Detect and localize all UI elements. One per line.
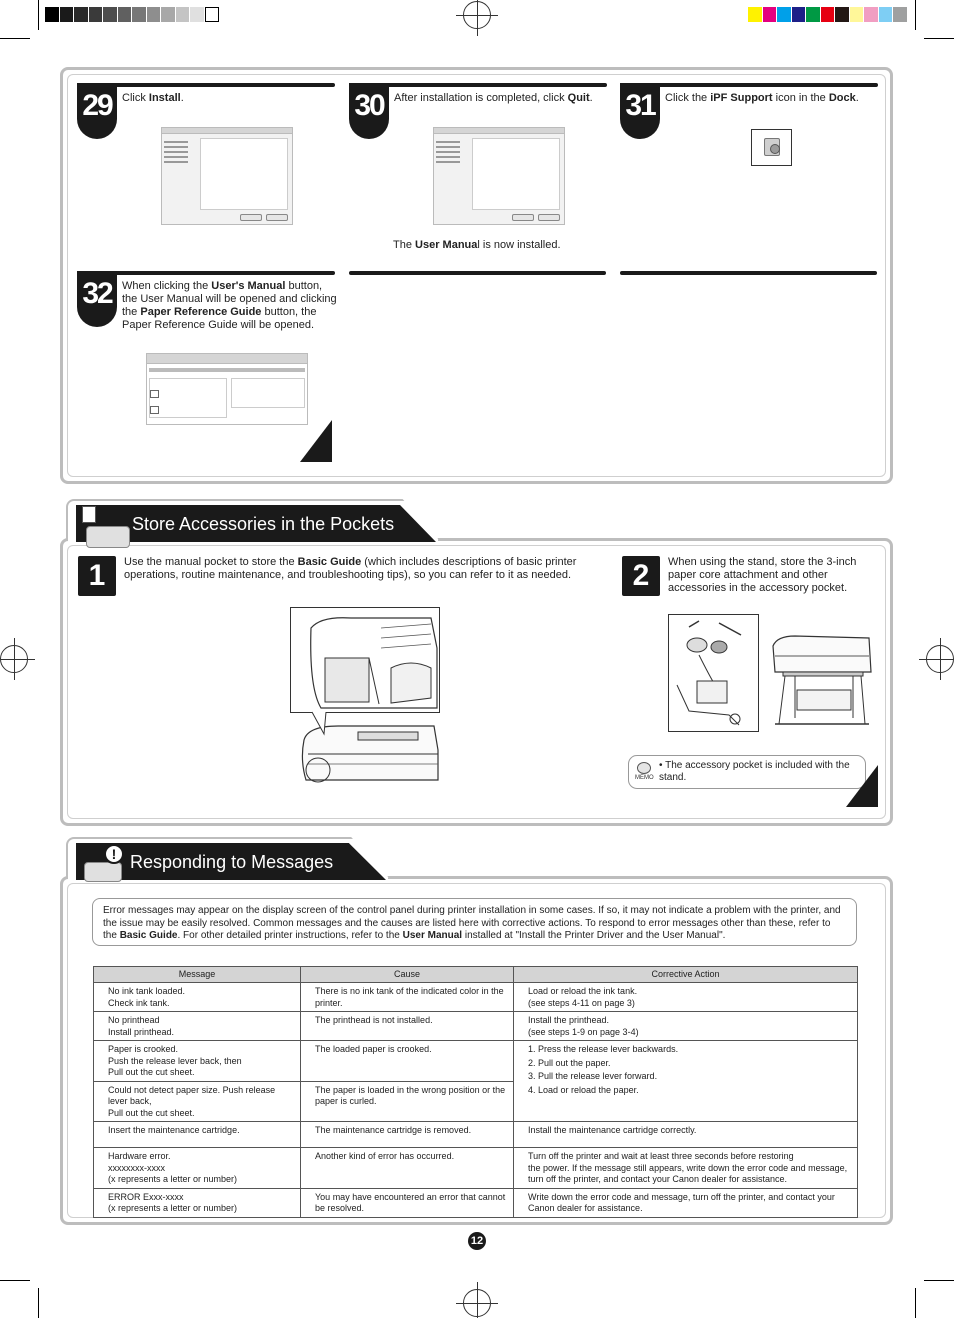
printer-on-stand-illustration (765, 632, 873, 732)
color-swatch (864, 7, 879, 22)
section-title: Responding to Messages (130, 852, 334, 872)
message-cell: Paper is crooked. Push the release lever back, then Pull out the cut sheet. (94, 1041, 301, 1082)
memo-text: • The accessory pocket is included with the stand. (659, 760, 850, 783)
table-row (94, 1188, 858, 1217)
crop-mark (38, 0, 39, 30)
installer-screenshot (161, 127, 293, 225)
ipf-support-dock-icon[interactable] (751, 129, 792, 166)
crop-mark (0, 1280, 30, 1281)
printer-stand-icon (765, 632, 873, 732)
header-action: Corrective Action (514, 967, 858, 983)
color-swatch (777, 7, 792, 22)
message-cell: Could not detect paper size. Push release lever back, Pull out the cut sheet. (94, 1081, 301, 1122)
printer-icon (86, 526, 130, 548)
page-number: 12 (468, 1232, 486, 1250)
step-instruction: After installation is completed, click Quit. (394, 92, 593, 104)
accessories-icon (669, 615, 758, 731)
header-cause: Cause (301, 967, 514, 983)
messages-intro: Error messages may appear on the display screen of the control panel during printer installation in some cases. If so, it may not indicate a problem with the printer, and the issue may be easily resolved. Common messages and the causes are listed here with corrective actions. To respond to error messages other than these, refer to the Basic Guide. For other detailed printer instructions, refer to the User Manual installed at "Install the Printer Driver and the User Manual". (92, 898, 857, 946)
color-swatch (205, 7, 220, 22)
color-swatch (103, 7, 118, 22)
list-item: 2. Pull out the paper. (528, 1057, 611, 1068)
cause-cell: The paper is loaded in the wrong position or the paper is curled. (301, 1081, 514, 1122)
paper-action-list (528, 1044, 851, 1096)
cause-cell: There is no ink tank of the indicated color in the printer. (301, 983, 514, 1012)
step-number: 1 (78, 556, 116, 596)
crop-mark (38, 1288, 39, 1318)
table-row (94, 1012, 858, 1041)
accessory-pocket-illustration (668, 614, 759, 732)
cause-cell: The loaded paper is crooked. (301, 1041, 514, 1082)
message-cell: Insert the maintenance cartridge. (94, 1122, 301, 1148)
message-cell: Hardware error. xxxxxxxx-xxxx (x represents a letter or number) (94, 1148, 301, 1189)
step-instruction: Click Install. (122, 92, 184, 104)
color-swatch (835, 7, 850, 22)
color-swatch (190, 7, 205, 22)
message-cell: ERROR Exxx-xxxx (x represents a letter or number) (94, 1188, 301, 1217)
table-row (94, 1122, 858, 1148)
manual-icon (82, 506, 96, 523)
step-1-text: Use the manual pocket to store the Basic Guide (which includes descriptions of basic printer operations, routine maintenance, and troubleshooting tips), so you can refer to it as needed. (124, 556, 577, 581)
color-swatch (147, 7, 162, 22)
crop-mark (0, 38, 30, 39)
action-cell (514, 1041, 858, 1122)
table-header-row (94, 967, 858, 983)
action-cell: Turn off the printer and wait at least three seconds before restoring the power. If the message still appears, write down the error code and message, turn off the printer, and contact your Canon dealer for assistance. (514, 1148, 858, 1189)
list-item: 3. Pull the release lever forward. (528, 1071, 658, 1081)
cause-cell: You may have encountered an error that cannot be resolved. (301, 1188, 514, 1217)
table-row (94, 983, 858, 1012)
crop-mark (924, 1280, 954, 1281)
printer-icon (84, 862, 122, 882)
message-cell: No ink tank loaded. Check ink tank. (94, 983, 301, 1012)
color-bar (748, 7, 908, 22)
table-row (94, 1041, 858, 1082)
empty-step-bar (620, 271, 877, 275)
crop-mark (915, 1288, 916, 1318)
crop-mark (924, 38, 954, 39)
action-cell: Install the printhead. (see steps 1-9 on page 3-4) (514, 1012, 858, 1041)
step-number: 31 (620, 83, 660, 139)
manual-pocket-illustration (290, 607, 440, 713)
installer-complete-screenshot (433, 127, 565, 225)
color-swatch (748, 7, 763, 22)
cause-cell: The printhead is not installed. (301, 1012, 514, 1041)
color-swatch (879, 7, 894, 22)
color-swatch (132, 7, 147, 22)
step-number: 30 (349, 83, 389, 139)
list-item: 1. Press the release lever backwards. (528, 1044, 679, 1054)
registration-mark-icon (926, 645, 954, 673)
color-swatch (176, 7, 191, 22)
color-swatch (60, 7, 75, 22)
step-number: 29 (77, 83, 117, 139)
registration-mark-icon (463, 1, 491, 29)
color-swatch (74, 7, 89, 22)
step-2-text: When using the stand, store the 3-inch paper core attachment and other accessories in the accessory pocket. (668, 556, 857, 594)
memo-label: MEMO (635, 775, 654, 781)
support-window-screenshot (146, 353, 308, 425)
action-cell: Install the maintenance cartridge correctly. (514, 1122, 858, 1148)
color-swatch (821, 7, 836, 22)
color-swatch (763, 7, 778, 22)
cause-cell: The maintenance cartridge is removed. (301, 1122, 514, 1148)
crop-mark (915, 0, 916, 30)
grayscale-bar (45, 7, 219, 22)
color-swatch (806, 7, 821, 22)
color-swatch (893, 7, 908, 22)
section-title: Store Accessories in the Pockets (132, 514, 395, 534)
color-swatch (161, 7, 176, 22)
alert-icon: ! (104, 844, 124, 864)
color-swatch (850, 7, 865, 22)
list-item: 4. Load or reload the paper. (528, 1084, 639, 1095)
step-32 (77, 271, 335, 361)
color-swatch (89, 7, 104, 22)
callout-line (310, 710, 330, 736)
action-cell: Load or reload the ink tank. (see steps 4-11 on page 3) (514, 983, 858, 1012)
table-row (94, 1148, 858, 1189)
empty-step-bar (349, 271, 606, 275)
registration-mark-icon (0, 645, 28, 673)
step-31 (620, 83, 878, 233)
error-message-table (93, 966, 858, 1218)
memo-pencil-icon (637, 762, 651, 774)
color-swatch (45, 7, 60, 22)
registration-mark-icon (463, 1289, 491, 1317)
memo-box (628, 755, 866, 789)
step-instruction: Click the iPF Support icon in the Dock. (665, 92, 859, 104)
action-cell: Write down the error code and message, turn off the printer, and contact your Canon dealer for assistance. (514, 1188, 858, 1217)
color-swatch (118, 7, 133, 22)
step-number: 2 (622, 556, 660, 596)
cause-cell: Another kind of error has occurred. (301, 1148, 514, 1189)
printer-pocket-icon (291, 608, 439, 712)
header-message: Message (94, 967, 301, 983)
install-note: The User Manual is now installed. (393, 239, 561, 251)
step-number: 32 (77, 271, 117, 327)
message-cell: No printhead Install printhead. (94, 1012, 301, 1041)
step-instruction: When clicking the User's Manual button, the User Manual will be opened and clicking the Paper Reference Guide button, the Paper Reference Guide will be opened. (122, 280, 337, 331)
color-swatch (792, 7, 807, 22)
